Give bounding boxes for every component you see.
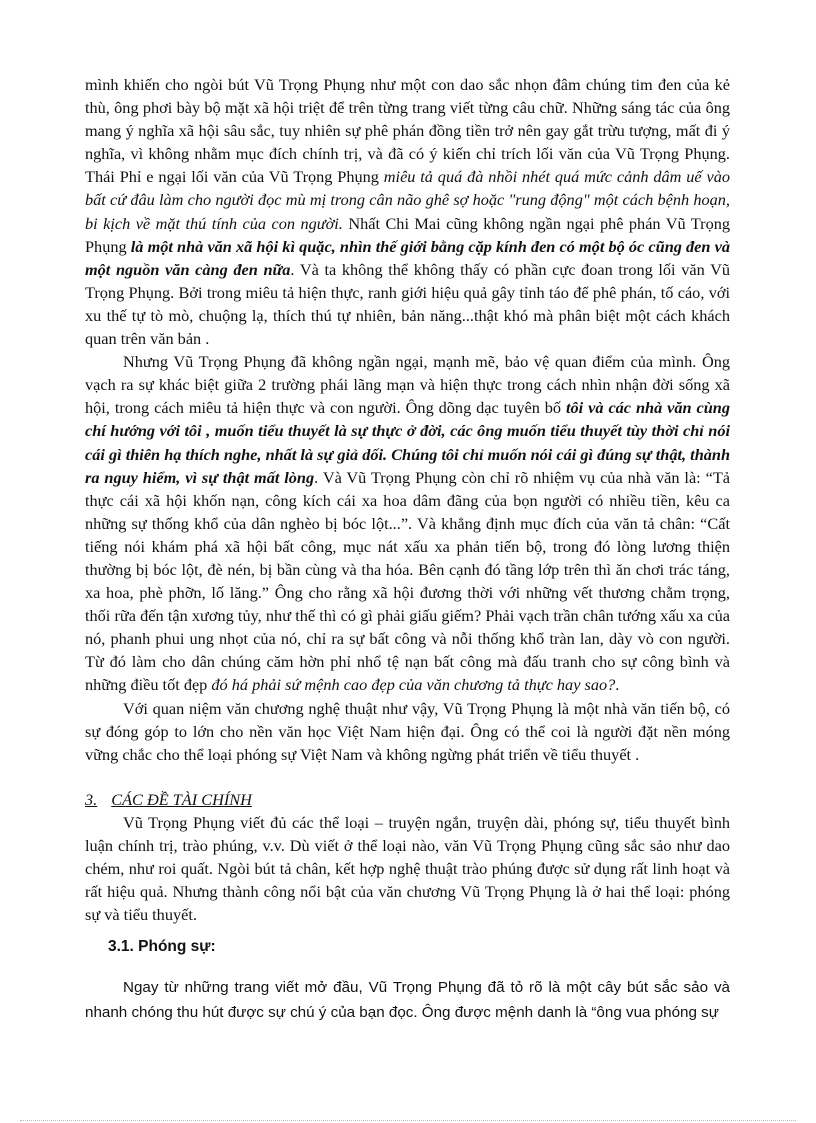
quote-thai-phi: miêu tả quá đà nhồi nhét quá mức cảnh dâm uế vào bất cứ đâu làm cho người đọc mù mị trong cân não ghê sợ hoặc "rung động" một cách bệnh hoạn, bi kịch về mặt thú tính của con người. [85,167,730,233]
paragraph-text: . [615,675,620,695]
page-bottom-border [20,1120,796,1121]
paragraph-critics [85,73,730,350]
paragraph-genres: Vũ Trọng Phụng viết đủ các thể loại – truyện ngắn, truyện dài, phóng sự, tiểu thuyết bình luận chính trị, trào phúng, v.v. Dù viết ở thể loại nào, văn Vũ Trọng Phụng cũng sắc sảo như dao chém, như roi quất. Ngòi bút tả chân, kết hợp nghệ thuật trào phúng được sử dụng rất linh hoạt và rất hiệu quả. Nhưng thành công nổi bật của văn chương Vũ Trọng Phụng là ở hai thể loại: phóng sự và tiểu thuyết. [85,812,730,925]
paragraph-text: Nhưng Vũ Trọng Phụng đã không ngần ngại, mạnh mẽ, bảo vệ quan điểm của mình. Ông vạch ra sự khác biệt giữa 2 trường phái lãng mạn và hiện thực trong cách nhìn nhận đời sống xã hội, trong cách miêu tả hiện thực và con người. Ông dõng dạc tuyên bố [85,352,730,418]
subsection-heading-3-1: 3.1. Phóng sự: [108,938,216,955]
paragraph-text: . Và ta không thể không thấy có phần cực đoan trong lối văn Vũ Trọng Phụng. Bởi trong miêu tả hiện thực, ranh giới hiệu quả gây tỉnh táo để phê phán, tố cáo, với xu thế tự tò mò, chuộng lạ, thích thú tự nhiên, bản năng...thật khó mà phân biệt một cách khách quan trên văn bản . [85,259,730,349]
paragraph-text: mình khiến cho ngòi bút Vũ Trọng Phụng như một con dao sắc nhọn đâm chúng tim đen của kẻ thù, ông phơi bày bộ mặt xã hội triệt để trên từng trang viết từng câu chữ. Những sáng tác của ông mang ý nghĩa xã hội sâu sắc, tuy nhiên sự phê phán đồng tiền trở nên gay gắt trừu tượng, mất đi ý nghĩa, vì không nhằm mục đích chính trị, và đã có ý kiến chỉ trích lối văn của Vũ Trọng Phụng. Thái Phỉ e ngại lối văn của Vũ Trọng Phụng [85,75,730,187]
paragraph-reportage: Ngay từ những trang viết mở đầu, Vũ Trọng Phụng đã tỏ rõ là một cây bút sắc sảo và nhanh chóng thu hút được sự chú ý của bạn đọc. Ông được mệnh danh là “ông vua phóng sự [85,979,730,1021]
paragraph-text: . Và Vũ Trọng Phụng còn chỉ rõ nhiệm vụ của nhà văn là: “Tả thực cái xã hội khốn nạn, công kích cái xa hoa dâm đãng của bọn người có nhiều tiền, kêu ca những sự thống khổ của dân nghèo bị bóc lột...”. Và khẳng định mục đích của văn tả chân: “Cất tiếng nói khám phá xã hội bất công, mục nát xấu xa phản tiến bộ, trong đó lòng lương thiện thường bị bóc lột, đè nén, bị bần cùng và tha hóa. Bên cạnh đó tầng lớp trên thì ăn chơi trác táng, xa hoa, phè phỡn, lố lăng.” Ông cho rằng xã hội đương thời với những vết thương chằm trọng, thối rữa đến tận xương tủy, như thế thì có gì phải giấu giếm? Phải vạch trần chân tướng xấu xa của nó, phanh phui ung nhọt của nó, chỉ ra sự bất công và nỗi thống khổ tràn lan, dày vò con người. Từ đó làm cho dân chúng căm hờn phỉ nhổ tệ nạn bất công mà đấu tranh cho sự công bình và những điều tốt đẹp [85,467,730,695]
paragraph-conclusion: Với quan niệm văn chương nghệ thuật như vậy, Vũ Trọng Phụng là một nhà văn tiến bộ, có sự đóng góp to lớn cho nền văn học Việt Nam hiện đại. Ông có thể coi là người đặt nền móng vững chắc cho thể loại phóng sự Việt Nam và không ngừng phát triển về tiểu thuyết . [85,698,730,764]
paragraph-text: Nhất Chi Mai cũng không ngần ngại phê phán Vũ Trọng Phụng [85,213,730,256]
paragraph-defense [85,350,730,696]
section-heading-3 [85,788,730,811]
quote-nhat-chi-mai: là một nhà văn xã hội kì quặc, nhìn thế giới bằng cặp kính đen có một bộ óc cũng đen và một nguồn văn càng đen nữa [85,236,730,279]
document-body [85,73,730,926]
section-number: 3. [85,789,98,809]
section-title: CÁC ĐỀ TÀI CHÍNH [111,789,252,809]
quote-mission: đó há phải sứ mệnh cao đẹp của văn chương tả thực hay sao? [211,675,616,695]
quote-declaration: tôi và các nhà văn cùng chí hướng với tôi , muốn tiểu thuyết là sự thực ở đời, các ông muốn tiểu thuyết tùy thời chỉ nói cái gì thiên hạ thích nghe, nhất là sự giả dối. Chúng tôi chỉ muốn nói cái gì đúng sự thật, thành ra nguy hiểm, vì sự thật mất lòng [85,398,731,487]
